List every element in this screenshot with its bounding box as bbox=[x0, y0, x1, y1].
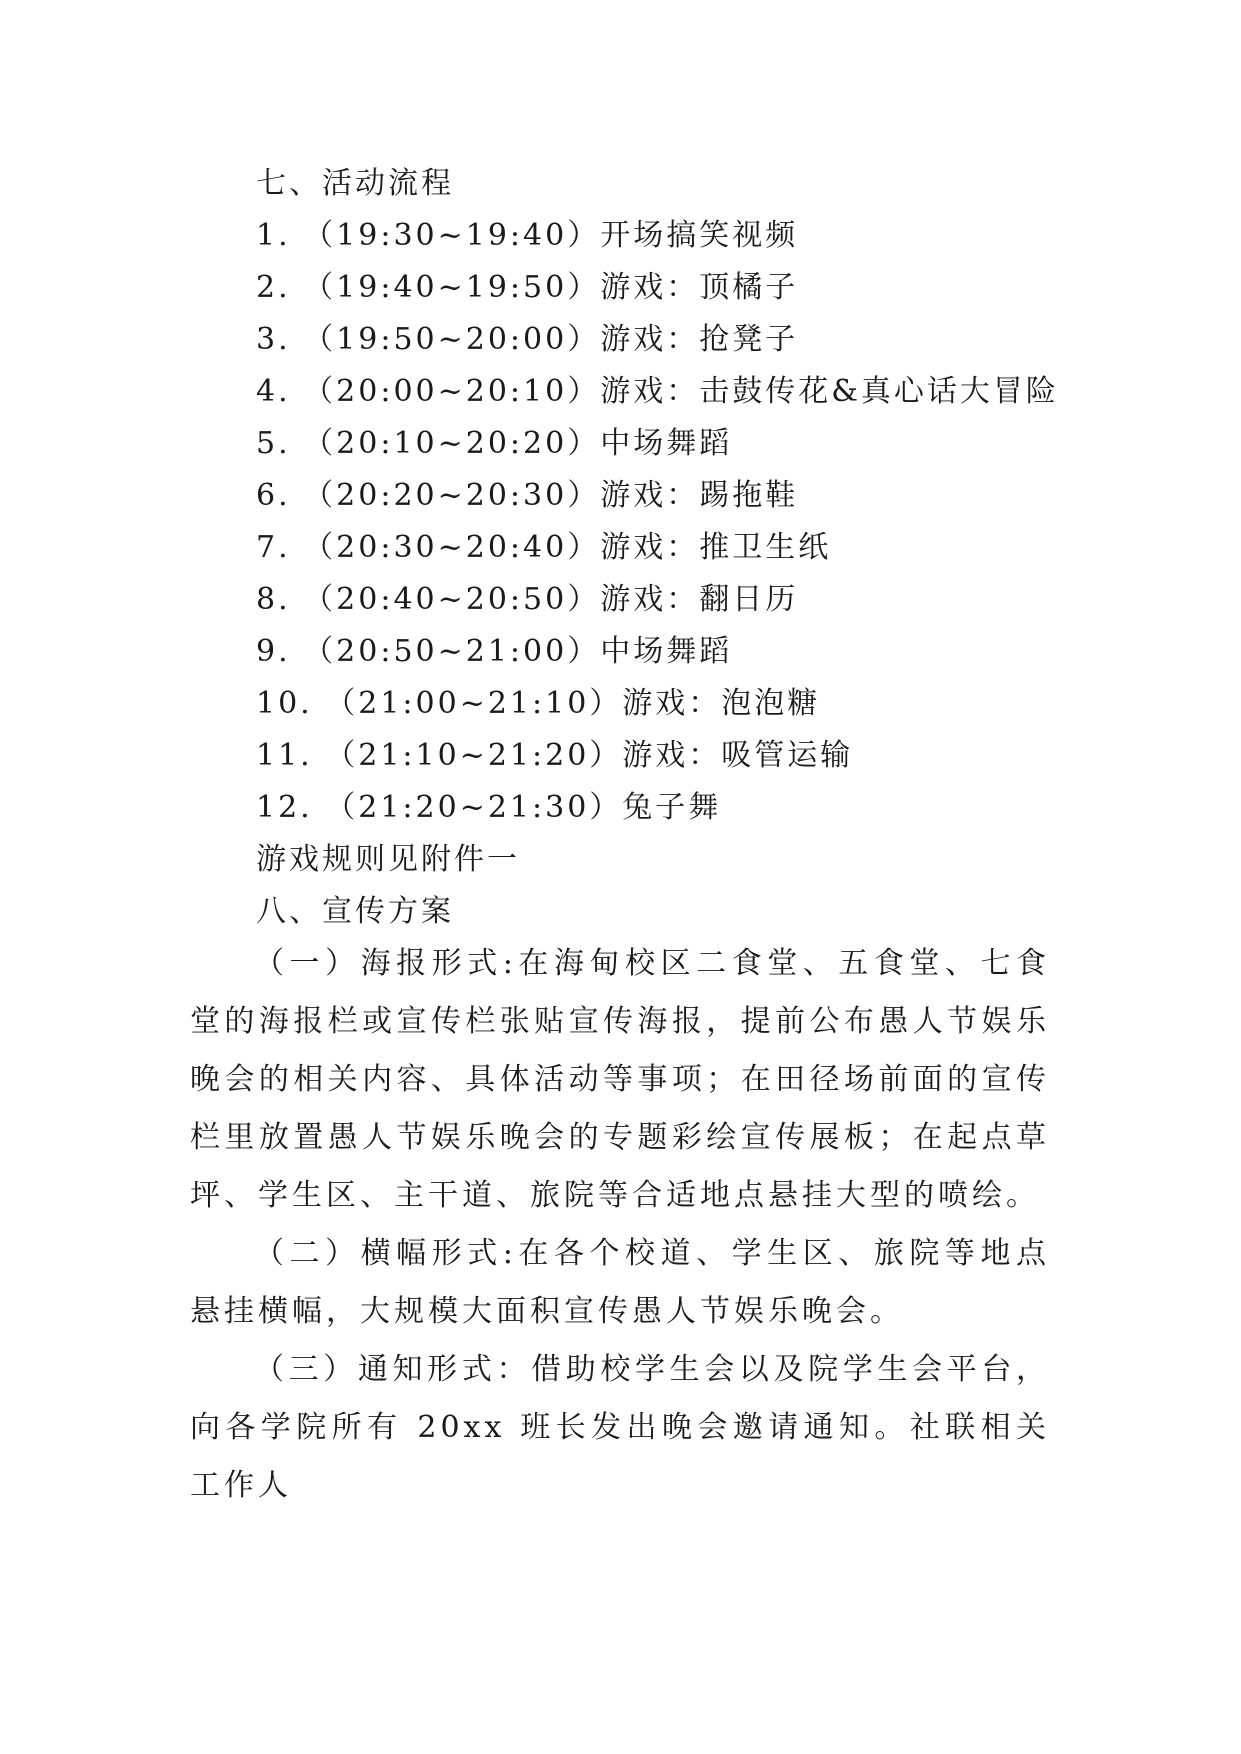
schedule-item: 5. （20:10~20:20）中场舞蹈 bbox=[256, 426, 733, 461]
section-heading-publicity-plan: 八、宣传方案 bbox=[256, 894, 454, 929]
section-heading-activity-flow: 七、活动流程 bbox=[256, 166, 454, 201]
schedule-item: 3. （19:50~20:00）游戏：抢凳子 bbox=[256, 322, 799, 357]
schedule-item: 7. （20:30~20:40）游戏：推卫生纸 bbox=[256, 530, 832, 565]
schedule-item: 1. （19:30~19:40）开场搞笑视频 bbox=[256, 218, 799, 253]
schedule-item: 6. （20:20~20:30）游戏：踢拖鞋 bbox=[256, 478, 799, 513]
publicity-paragraph-poster: （一）海报形式:在海甸校区二食堂、五食堂、七食堂的海报栏或宣传栏张贴宣传海报，提前公布愚人节娱乐晚会的相关内容、具体活动等事项；在田径场前面的宣传栏里放置愚人节娱乐晚会的专题彩绘宣传展板；在起点草坪、学生区、主干道、旅院等合适地点悬挂大型的喷绘。 bbox=[190, 946, 1050, 1213]
publicity-paragraph-notice: （三）通知形式：借助校学生会以及院学生会平台，向各学院所有 20xx 班长发出晚会邀请通知。社联相关工作人 bbox=[190, 1352, 1050, 1503]
schedule-item: 11. （21:10~21:20）游戏：吸管运输 bbox=[256, 738, 854, 773]
publicity-paragraph-banner: （二）横幅形式:在各个校道、学生区、旅院等地点悬挂横幅，大规模大面积宣传愚人节娱乐晚会。 bbox=[190, 1236, 1050, 1329]
schedule-item: 2. （19:40~19:50）游戏：顶橘子 bbox=[256, 270, 799, 305]
schedule-item: 8. （20:40~20:50）游戏：翻日历 bbox=[256, 582, 799, 617]
schedule-item: 9. （20:50~21:00）中场舞蹈 bbox=[256, 634, 733, 669]
game-rules-note: 游戏规则见附件一 bbox=[256, 842, 520, 877]
schedule-item: 4. （20:00~20:10）游戏：击鼓传花&真心话大冒险 bbox=[256, 374, 1059, 409]
schedule-item: 12. （21:20~21:30）兔子舞 bbox=[256, 790, 722, 825]
schedule-item: 10. （21:00~21:10）游戏：泡泡糖 bbox=[256, 686, 821, 721]
